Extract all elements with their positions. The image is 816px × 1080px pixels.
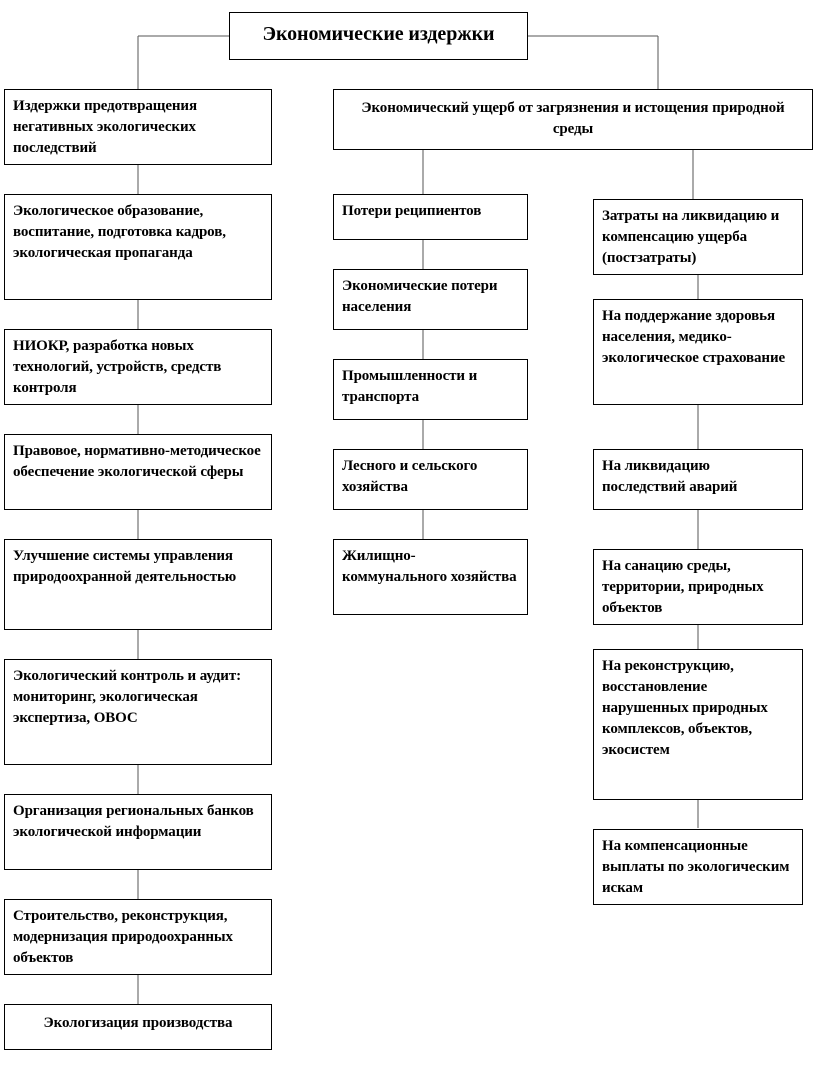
middle-item-box xyxy=(333,539,528,615)
right-branch-title-box xyxy=(333,89,813,150)
right-item-box xyxy=(593,649,803,800)
middle-item-box xyxy=(333,449,528,510)
right-title: Затраты на ликвидацию и компенсацию ущерба (постзатраты) xyxy=(602,208,780,266)
right-item-label: На компенсационные выплаты по экологическим искам xyxy=(602,838,790,896)
middle-title: Потери реципиентов xyxy=(342,203,482,219)
left-item-label: Организация региональных банков экологической информации xyxy=(13,803,254,840)
root-box xyxy=(229,12,528,60)
middle-item-label: Лесного и сельского хозяйства xyxy=(342,458,478,495)
left-item-box xyxy=(4,329,272,405)
middle-item-box xyxy=(333,269,528,330)
left-item-label: Экологический контроль и аудит: мониторинг, экологическая экспертиза, ОВОС xyxy=(13,668,241,726)
left-item-label: Улучшение системы управления природоохранной деятельностью xyxy=(13,548,237,585)
right-item-label: На поддержание здоровья населения, медико-экологическое страхование xyxy=(602,308,786,366)
left-branch-title: Издержки предотвращения негативных экологических последствий xyxy=(13,98,197,156)
left-item-box xyxy=(4,659,272,765)
left-item-box xyxy=(4,899,272,975)
left-item-box xyxy=(4,1004,272,1050)
right-item-box xyxy=(593,829,803,905)
left-item-label: Экологизация производства xyxy=(43,1015,233,1031)
left-item-box xyxy=(4,539,272,630)
left-item-box xyxy=(4,194,272,300)
left-item-label: Строительство, реконструкция, модернизация природоохранных объектов xyxy=(13,908,233,966)
right-item-box xyxy=(593,299,803,405)
left-item-label: Правовое, нормативно-методическое обеспечение экологической сферы xyxy=(13,443,261,480)
right-title-box xyxy=(593,199,803,275)
right-item-label: На санацию среды, территории, природных объектов xyxy=(602,558,764,616)
middle-item-label: Экономические потери населения xyxy=(342,278,498,315)
right-branch-title: Экономический ущерб от загрязнения и истощения природной среды xyxy=(361,100,785,137)
left-branch-title-box xyxy=(4,89,272,165)
right-item-box xyxy=(593,549,803,625)
left-item-label: Экологическое образование, воспитание, подготовка кадров, экологическая пропаганда xyxy=(13,203,226,261)
root-label: Экономические издержки xyxy=(262,23,495,45)
right-item-label: На ликвидацию последствий аварий xyxy=(602,458,738,495)
right-item-box xyxy=(593,449,803,510)
left-item-label: НИОКР, разработка новых технологий, устройств, средств контроля xyxy=(13,338,222,396)
right-item-label: На реконструкцию, восстановление нарушенных природных комплексов, объектов, экосистем xyxy=(602,658,768,758)
middle-title-box xyxy=(333,194,528,240)
middle-item-label: Промышленности и транспорта xyxy=(342,368,478,405)
middle-item-box xyxy=(333,359,528,420)
middle-item-label: Жилищно-коммунального хозяйства xyxy=(342,548,517,585)
left-item-box xyxy=(4,794,272,870)
left-item-box xyxy=(4,434,272,510)
